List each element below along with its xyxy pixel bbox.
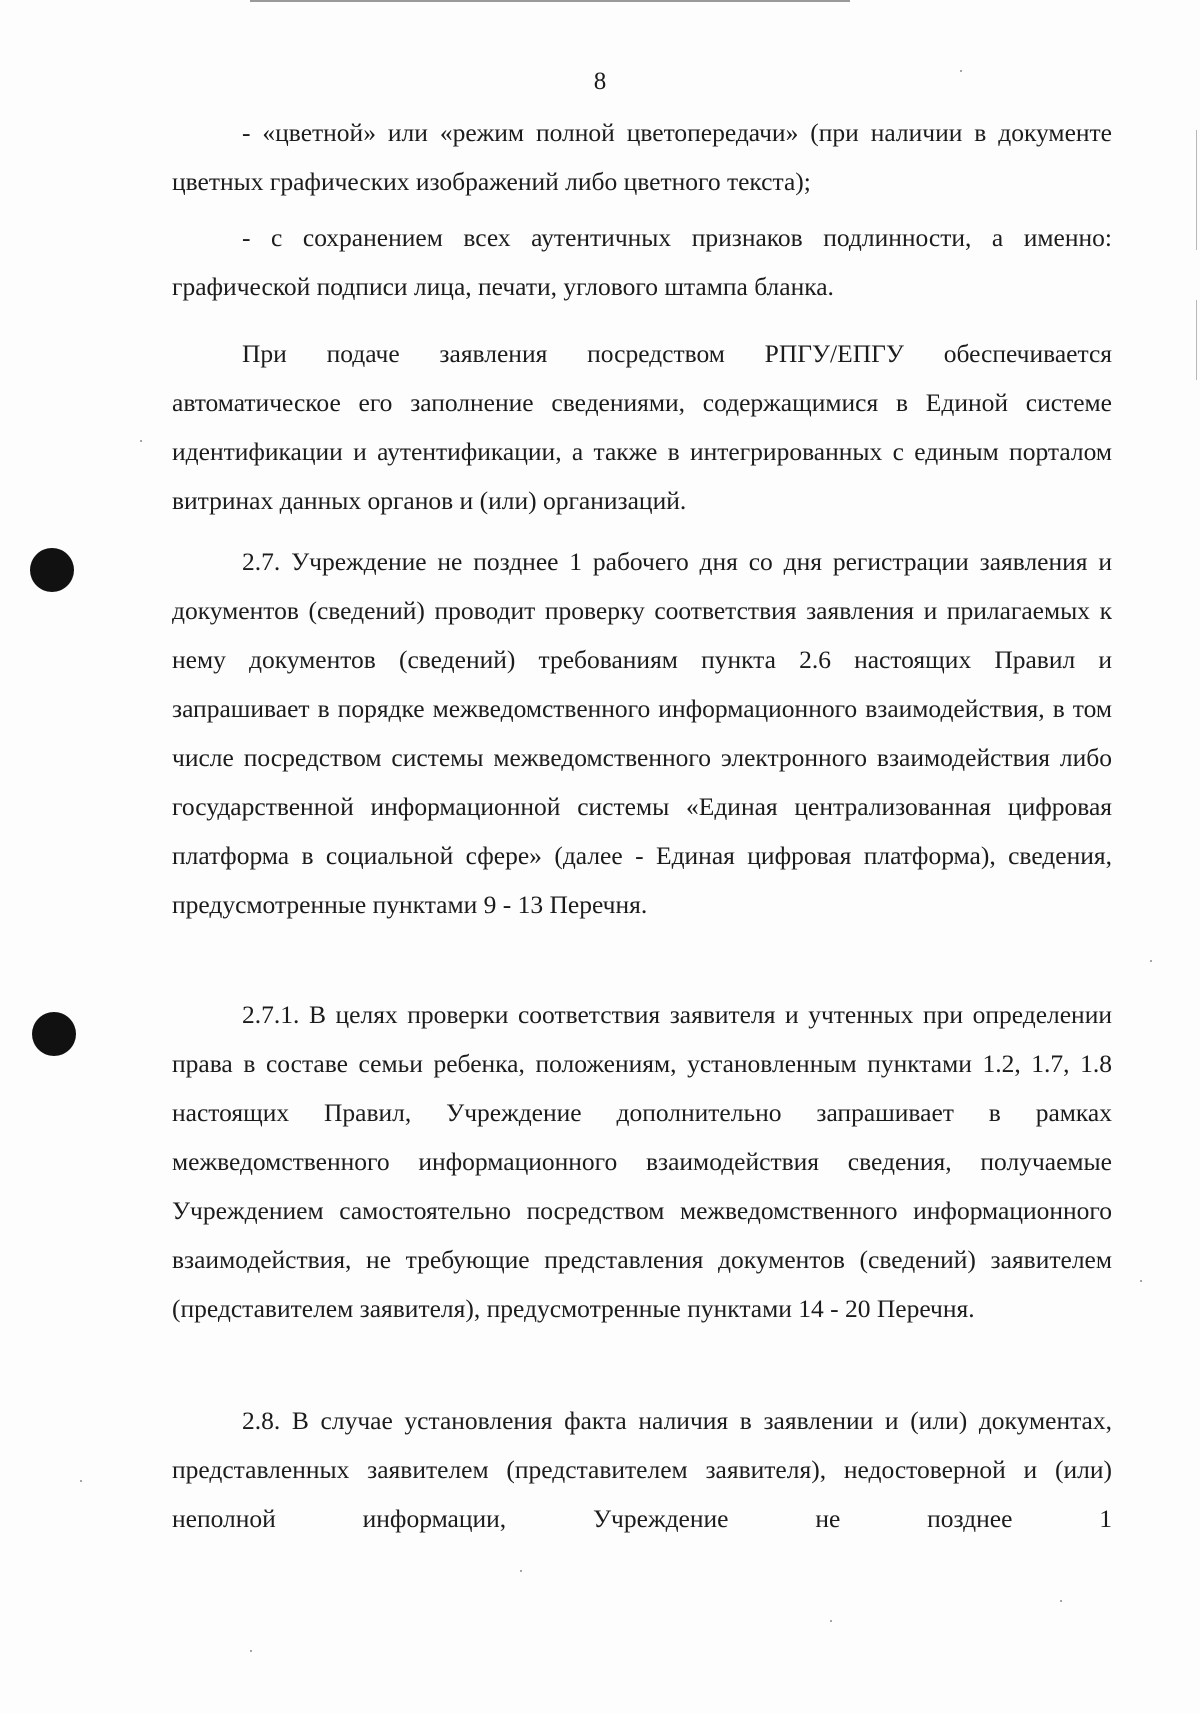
scan-speck — [1140, 1280, 1142, 1282]
scan-speck — [1060, 1600, 1062, 1602]
paragraph-clause-2-7-1 — [172, 990, 1112, 1333]
scan-edge-mark — [1196, 130, 1197, 250]
paragraph-portal-autofill — [172, 329, 1112, 525]
paragraph-clause-2-7 — [172, 537, 1112, 929]
hole-punch-mark — [30, 548, 74, 592]
paragraph-text: 2.7.1. В целях проверки соответствия заявителя и учтенных при определении права в составе семьи ребенка, положениям, установленным пунктами 1.2, 1.7, 1.8 настоящих Правил, Учреждение дополнительно запрашивает в рамках межведомственного информационного взаимодействия сведения, получаемые Учреждением самостоятельно посредством межведомственного информационного взаимодействия, не требующие представления документов (сведений) заявителем (представителем заявителя), предусмотренные пунктами 14 - 20 Перечня. — [172, 1000, 1112, 1323]
scan-speck — [520, 1570, 522, 1572]
scan-speck — [140, 440, 142, 442]
hole-punch-mark — [32, 1012, 76, 1056]
paragraph-text: При подаче заявления посредством РПГУ/ЕПГУ обеспечивается автоматическое его заполнение сведениями, содержащимися в Единой системе идентификации и аутентификации, а также в интегрированных с единым порталом витринах данных органов и (или) организаций. — [172, 339, 1112, 515]
page-number: 8 — [593, 68, 607, 95]
paragraph-authentic-features — [172, 213, 1112, 311]
page-top-edge — [250, 0, 850, 2]
scan-speck — [80, 1480, 82, 1482]
paragraph-text: - «цветной» или «режим полной цветопередачи» (при наличии в документе цветных графических изображений либо цветного текста); — [172, 118, 1112, 196]
scan-speck — [1150, 960, 1152, 962]
paragraph-text: 2.8. В случае установления факта наличия в заявлении и (или) документах, представленных заявителем (представителем заявителя), недостоверной и (или) неполной информации, Учреждение не позднее 1 — [172, 1406, 1112, 1533]
paragraph-clause-2-8 — [172, 1396, 1112, 1543]
paragraph-text: 2.7. Учреждение не позднее 1 рабочего дня со дня регистрации заявления и документов (сведений) проводит проверку соответствия заявления и прилагаемых к нему документов (сведений) требованиям пункта 2.6 настоящих Правил и запрашивает в порядке межведомственного информационного взаимодействия, в том числе посредством системы межведомственного электронного взаимодействия либо государственной информационной системы «Единая централизованная цифровая платформа в социальной сфере» (далее - Единая цифровая платформа), сведения, предусмотренные пунктами 9 - 13 Перечня. — [172, 547, 1112, 919]
scan-speck — [830, 1620, 832, 1622]
scan-edge-mark — [1196, 300, 1197, 380]
paragraph-text: - с сохранением всех аутентичных признаков подлинности, а именно: графической подписи лица, печати, углового штампа бланка. — [172, 223, 1112, 301]
paragraph-color-mode — [172, 108, 1112, 206]
scan-speck — [250, 1650, 252, 1652]
scan-speck — [960, 70, 962, 72]
